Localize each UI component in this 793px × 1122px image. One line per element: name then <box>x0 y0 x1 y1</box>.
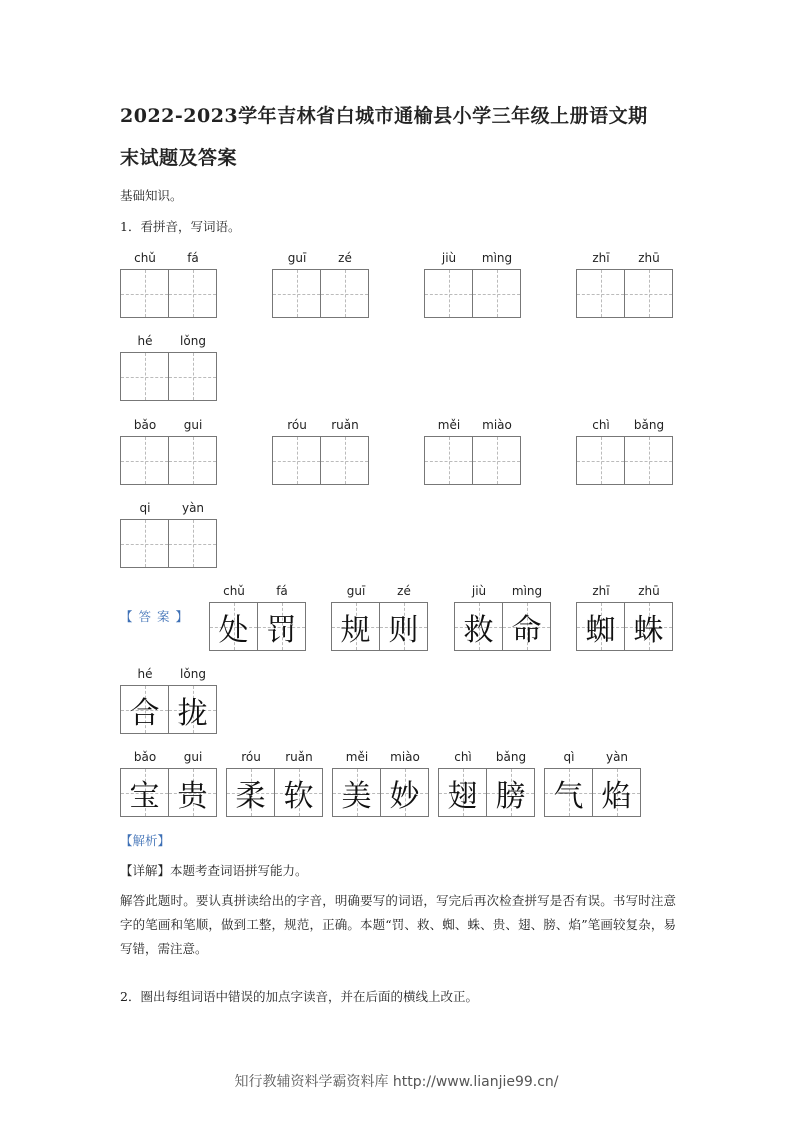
writing-box[interactable] <box>320 269 369 318</box>
answer-box <box>120 768 169 817</box>
answer-char: 妙 <box>389 778 420 814</box>
answer-box <box>331 602 380 651</box>
pinyin: chì <box>454 750 472 764</box>
pinyin: lǒng <box>180 667 206 681</box>
answer-char: 命 <box>511 612 542 648</box>
writing-box[interactable] <box>120 519 169 568</box>
answer-char: 罚 <box>266 612 297 648</box>
pinyin: qì <box>563 750 575 764</box>
pinyin: zé <box>338 251 352 265</box>
answer-box <box>454 602 503 651</box>
pinyin: jiù <box>471 584 487 598</box>
answer-box <box>379 602 428 651</box>
writing-box[interactable] <box>120 436 169 485</box>
pinyin: chǔ <box>134 251 156 265</box>
pinyin: zé <box>397 584 411 598</box>
pinyin: bǎo <box>133 750 157 764</box>
answer-char: 救 <box>463 612 494 648</box>
pinyin: chǔ <box>223 584 245 598</box>
answer-box <box>486 768 535 817</box>
pinyin: bǎo <box>133 418 157 432</box>
answer-char: 气 <box>553 778 584 814</box>
answer-char: 焰 <box>601 778 632 814</box>
writing-box[interactable] <box>168 352 217 401</box>
answer-box <box>120 685 169 734</box>
answer-char: 宝 <box>129 778 160 814</box>
pinyin: róu <box>287 418 307 432</box>
answer-box <box>544 768 593 817</box>
answer-box <box>257 602 306 651</box>
answer-char: 膀 <box>495 778 526 814</box>
answer-char: 规 <box>340 612 371 648</box>
pinyin: jiù <box>441 251 457 265</box>
answer-box <box>502 602 551 651</box>
pinyin: měi <box>345 750 369 764</box>
pinyin: zhū <box>638 251 660 265</box>
pinyin: gui <box>183 750 203 764</box>
writing-box[interactable] <box>120 269 169 318</box>
pinyin: hé <box>137 667 153 681</box>
answer-box <box>209 602 258 651</box>
writing-box[interactable] <box>168 436 217 485</box>
pinyin: zhū <box>638 584 660 598</box>
pinyin: gui <box>183 418 203 432</box>
answer-label: 【答案】 <box>120 609 195 624</box>
pinyin: hé <box>137 334 153 348</box>
pinyin: ruǎn <box>285 750 313 764</box>
explanation-text: 解答此题时。要认真拼读给出的字音，明确要写的词语，写完后再次检查拼写是否有误。书写时注意字的笔画和笔顺，做到工整，规范，正确。本题“罚、救、蜘、蛛、贵、翅、膀、焰”笔画较复杂，易写错，需注意。 <box>120 893 676 956</box>
pinyin: mìng <box>511 584 543 598</box>
document-title-line-2: 末试题及答案 <box>120 147 238 169</box>
answer-box <box>168 768 217 817</box>
pinyin: guī <box>287 251 307 265</box>
detail-text: 【详解】本题考查词语拼写能力。 <box>120 863 308 878</box>
writing-box[interactable] <box>624 269 673 318</box>
question-1: 1．看拼音，写词语。 <box>120 219 241 234</box>
analysis-label: 【解析】 <box>120 833 171 848</box>
writing-box[interactable] <box>168 269 217 318</box>
pinyin: lǒng <box>180 334 206 348</box>
writing-box[interactable] <box>272 269 321 318</box>
answer-box <box>624 602 673 651</box>
answer-char: 翅 <box>447 778 478 814</box>
writing-box[interactable] <box>272 436 321 485</box>
writing-box[interactable] <box>576 269 625 318</box>
answer-char: 拢 <box>177 695 208 731</box>
answer-box <box>438 768 487 817</box>
answer-box <box>226 768 275 817</box>
pinyin: róu <box>241 750 261 764</box>
answer-box <box>592 768 641 817</box>
answer-box <box>168 685 217 734</box>
pinyin: mìng <box>481 251 513 265</box>
writing-box[interactable] <box>472 269 521 318</box>
writing-box[interactable] <box>120 352 169 401</box>
answer-char: 美 <box>341 778 372 814</box>
pinyin: miào <box>482 418 512 432</box>
writing-box[interactable] <box>624 436 673 485</box>
pinyin: zhī <box>592 251 610 265</box>
answer-char: 蛛 <box>633 612 664 648</box>
pinyin: guī <box>346 584 366 598</box>
answer-char: 蜘 <box>585 612 616 648</box>
pinyin: yàn <box>181 501 205 515</box>
footer-watermark: 知行教辅资料学霸资料库 http://www.lianjie99.cn/ <box>234 1074 559 1090</box>
answer-char: 合 <box>129 695 160 731</box>
pinyin: yàn <box>605 750 629 764</box>
pinyin: měi <box>437 418 461 432</box>
writing-box[interactable] <box>472 436 521 485</box>
writing-box[interactable] <box>576 436 625 485</box>
pinyin: bǎng <box>495 750 527 764</box>
pinyin: qi <box>139 501 151 515</box>
pinyin: bǎng <box>633 418 665 432</box>
section-heading: 基础知识。 <box>120 188 183 203</box>
answer-char: 柔 <box>235 778 266 814</box>
writing-box[interactable] <box>168 519 217 568</box>
answer-box <box>274 768 323 817</box>
question-2: 2．圈出每组词语中错误的加点字读音，并在后面的横线上改正。 <box>120 989 478 1004</box>
answer-box <box>332 768 381 817</box>
answer-char: 则 <box>388 612 419 648</box>
pinyin: miào <box>390 750 420 764</box>
pinyin: zhī <box>592 584 610 598</box>
writing-box[interactable] <box>424 436 473 485</box>
writing-box[interactable] <box>320 436 369 485</box>
pinyin: ruǎn <box>331 418 359 432</box>
answer-box <box>380 768 429 817</box>
document-title-line-1: 2022-2023学年吉林省白城市通榆县小学三年级上册语文期 <box>120 105 648 127</box>
pinyin: chì <box>592 418 610 432</box>
pinyin: fá <box>187 251 199 265</box>
answer-box <box>576 602 625 651</box>
answer-char: 贵 <box>177 778 208 814</box>
writing-box[interactable] <box>424 269 473 318</box>
answer-char: 处 <box>218 612 249 648</box>
answer-char: 软 <box>283 778 314 814</box>
pinyin: fá <box>276 584 288 598</box>
